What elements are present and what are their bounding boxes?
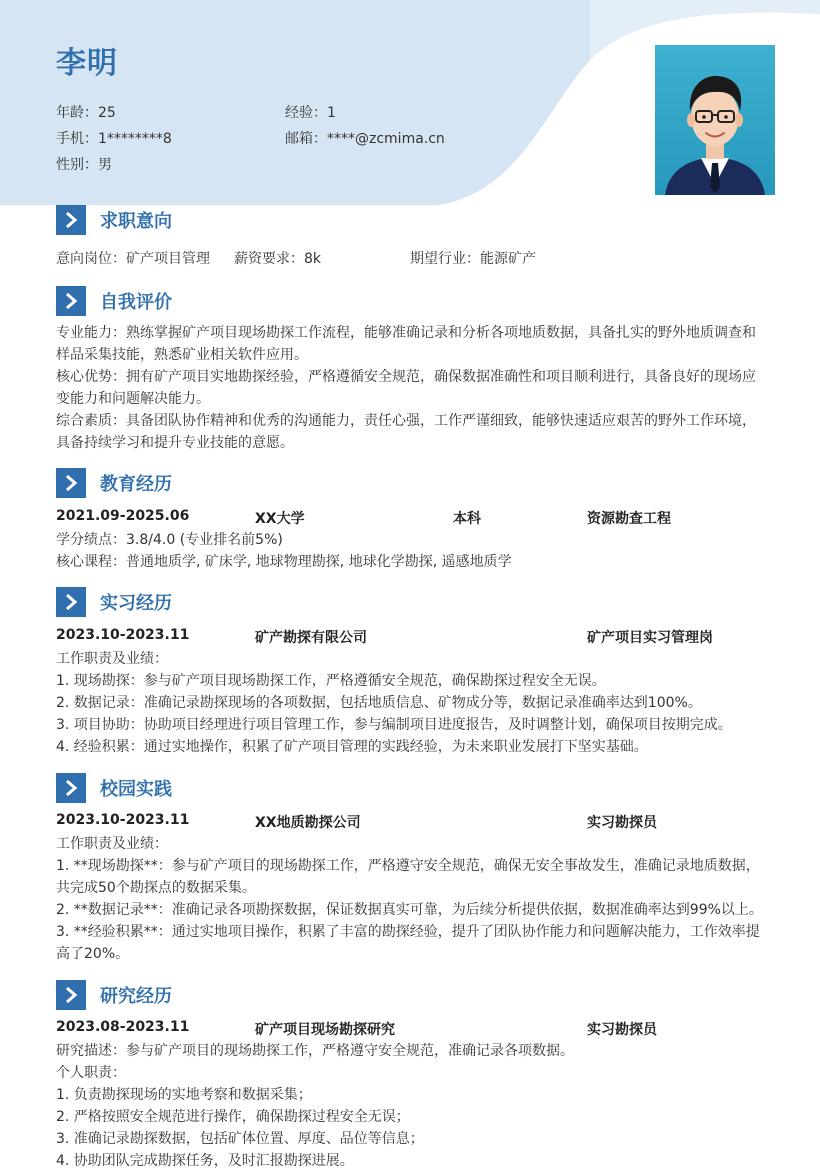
list-item: 1. 负责勘探现场的实地考察和数据采集； [56, 1087, 312, 1103]
chevron-right-icon [56, 286, 86, 316]
list-item: 1. **现场勘探**：参与矿产项目的现场勘探工作，严格遵守安全规范，确保无安全事故发生，准确记录地质数据，共完成50个勘探点的数据采集。 [56, 858, 760, 896]
research-role: 实习勘探员 [587, 1022, 657, 1038]
email-field: 邮箱：****@zcmima.cn [285, 131, 445, 147]
education-courses: 核心课程：普通地质学, 矿床学, 地球物理勘探, 地球化学勘探, 遥感地质学 [56, 554, 512, 570]
education-school: XX大学 [255, 511, 305, 527]
avatar-photo-icon [655, 45, 775, 195]
education-gpa: 学分绩点：3.8/4.0 (专业排名前5%) [56, 532, 283, 548]
list-item: 4. 经验积累：通过实地操作，积累了矿产项目管理的实践经验，为未来职业发展打下坚实基础。 [56, 739, 648, 755]
phone-field: 手机：1********8 [56, 131, 172, 147]
list-item: 2. 数据记录：准确记录勘探现场的各项数据，包括地质信息、矿物成分等，数据记录准确率达到100%。 [56, 695, 702, 711]
campus-role: 实习勘探员 [587, 815, 657, 831]
list-item: 3. **经验积累**：通过实地项目操作，积累了丰富的勘探经验，提升了团队协作能力和问题解决能力，工作效率提高了20%。 [56, 924, 760, 962]
chevron-right-icon [56, 773, 86, 803]
chevron-right-icon [56, 205, 86, 235]
section-title: 求职意向 [100, 211, 172, 232]
experience-field: 经验：1 [285, 105, 336, 121]
section-title: 校园实践 [100, 779, 172, 800]
self-eval-professional: 专业能力：熟练掌握矿产项目现场勘探工作流程，能够准确记录和分析各项地质数据，具备扎实的野外地质调查和样品采集技能，熟悉矿业相关软件应用。 [56, 325, 756, 363]
list-item: 2. **数据记录**：准确记录各项勘探数据，保证数据真实可靠，为后续分析提供依据，数据准确率达到99%以上。 [56, 902, 763, 918]
gender-field: 性别：男 [56, 157, 112, 173]
education-period: 2021.09-2025.06 [56, 508, 190, 524]
campus-section-header [56, 773, 172, 803]
campus-intro: 工作职责及业绩： [56, 836, 168, 852]
list-item: 3. 项目协助：协助项目经理进行项目管理工作，参与编制项目进度报告，及时调整计划，确保项目按期完成。 [56, 717, 732, 733]
campus-period: 2023.10-2023.11 [56, 812, 190, 828]
chevron-right-icon [56, 980, 86, 1010]
internship-section-header [56, 587, 172, 617]
list-item: 3. 准确记录勘探数据，包括矿体位置、厚度、品位等信息； [56, 1131, 424, 1147]
research-period: 2023.08-2023.11 [56, 1019, 190, 1035]
candidate-name: 李明 [56, 46, 118, 81]
section-title: 研究经历 [100, 986, 172, 1007]
education-degree: 本科 [453, 511, 481, 527]
education-major: 资源勘查工程 [587, 511, 671, 527]
research-project: 矿产项目现场勘探研究 [255, 1022, 395, 1038]
desired-salary: 薪资要求：8k [234, 251, 322, 267]
objective-section-header [56, 205, 172, 235]
self-eval-advantage: 核心优势：拥有矿产项目实地勘探经验，严格遵循安全规范，确保数据准确性和项目顺利进行，具备良好的现场应变能力和问题解决能力。 [56, 369, 756, 407]
desired-position: 意向岗位：矿产项目管理 [56, 251, 210, 267]
age-field: 年龄：25 [56, 105, 116, 121]
internship-period: 2023.10-2023.11 [56, 627, 190, 643]
campus-company: XX地质勘探公司 [255, 815, 361, 831]
chevron-right-icon [56, 468, 86, 498]
list-item: 2. 严格按照安全规范进行操作，确保勘探过程安全无误； [56, 1109, 410, 1125]
list-item: 1. 现场勘探：参与矿产项目现场勘探工作，严格遵循安全规范，确保勘探过程安全无误。 [56, 673, 606, 689]
section-title: 教育经历 [100, 474, 172, 495]
internship-role: 矿产项目实习管理岗 [587, 630, 713, 646]
list-item: 4. 协助团队完成勘探任务，及时汇报勘探进展。 [56, 1153, 354, 1169]
self-eval-section-header [56, 286, 172, 316]
profile-photo [655, 45, 775, 195]
self-eval-quality: 综合素质：具备团队协作精神和优秀的沟通能力，责任心强，工作严谨细致，能够快速适应艰苦的野外工作环境，具备持续学习和提升专业技能的意愿。 [56, 413, 756, 451]
research-description: 研究描述：参与矿产项目的现场勘探工作，严格遵守安全规范，准确记录各项数据。 [56, 1043, 574, 1059]
desired-industry: 期望行业：能源矿产 [410, 251, 536, 267]
section-title: 自我评价 [100, 292, 172, 313]
internship-company: 矿产勘探有限公司 [255, 630, 367, 646]
section-title: 实习经历 [100, 593, 172, 614]
chevron-right-icon [56, 587, 86, 617]
education-section-header [56, 468, 172, 498]
research-section-header [56, 980, 172, 1010]
internship-intro: 工作职责及业绩： [56, 651, 168, 667]
research-duty-intro: 个人职责： [56, 1065, 126, 1081]
